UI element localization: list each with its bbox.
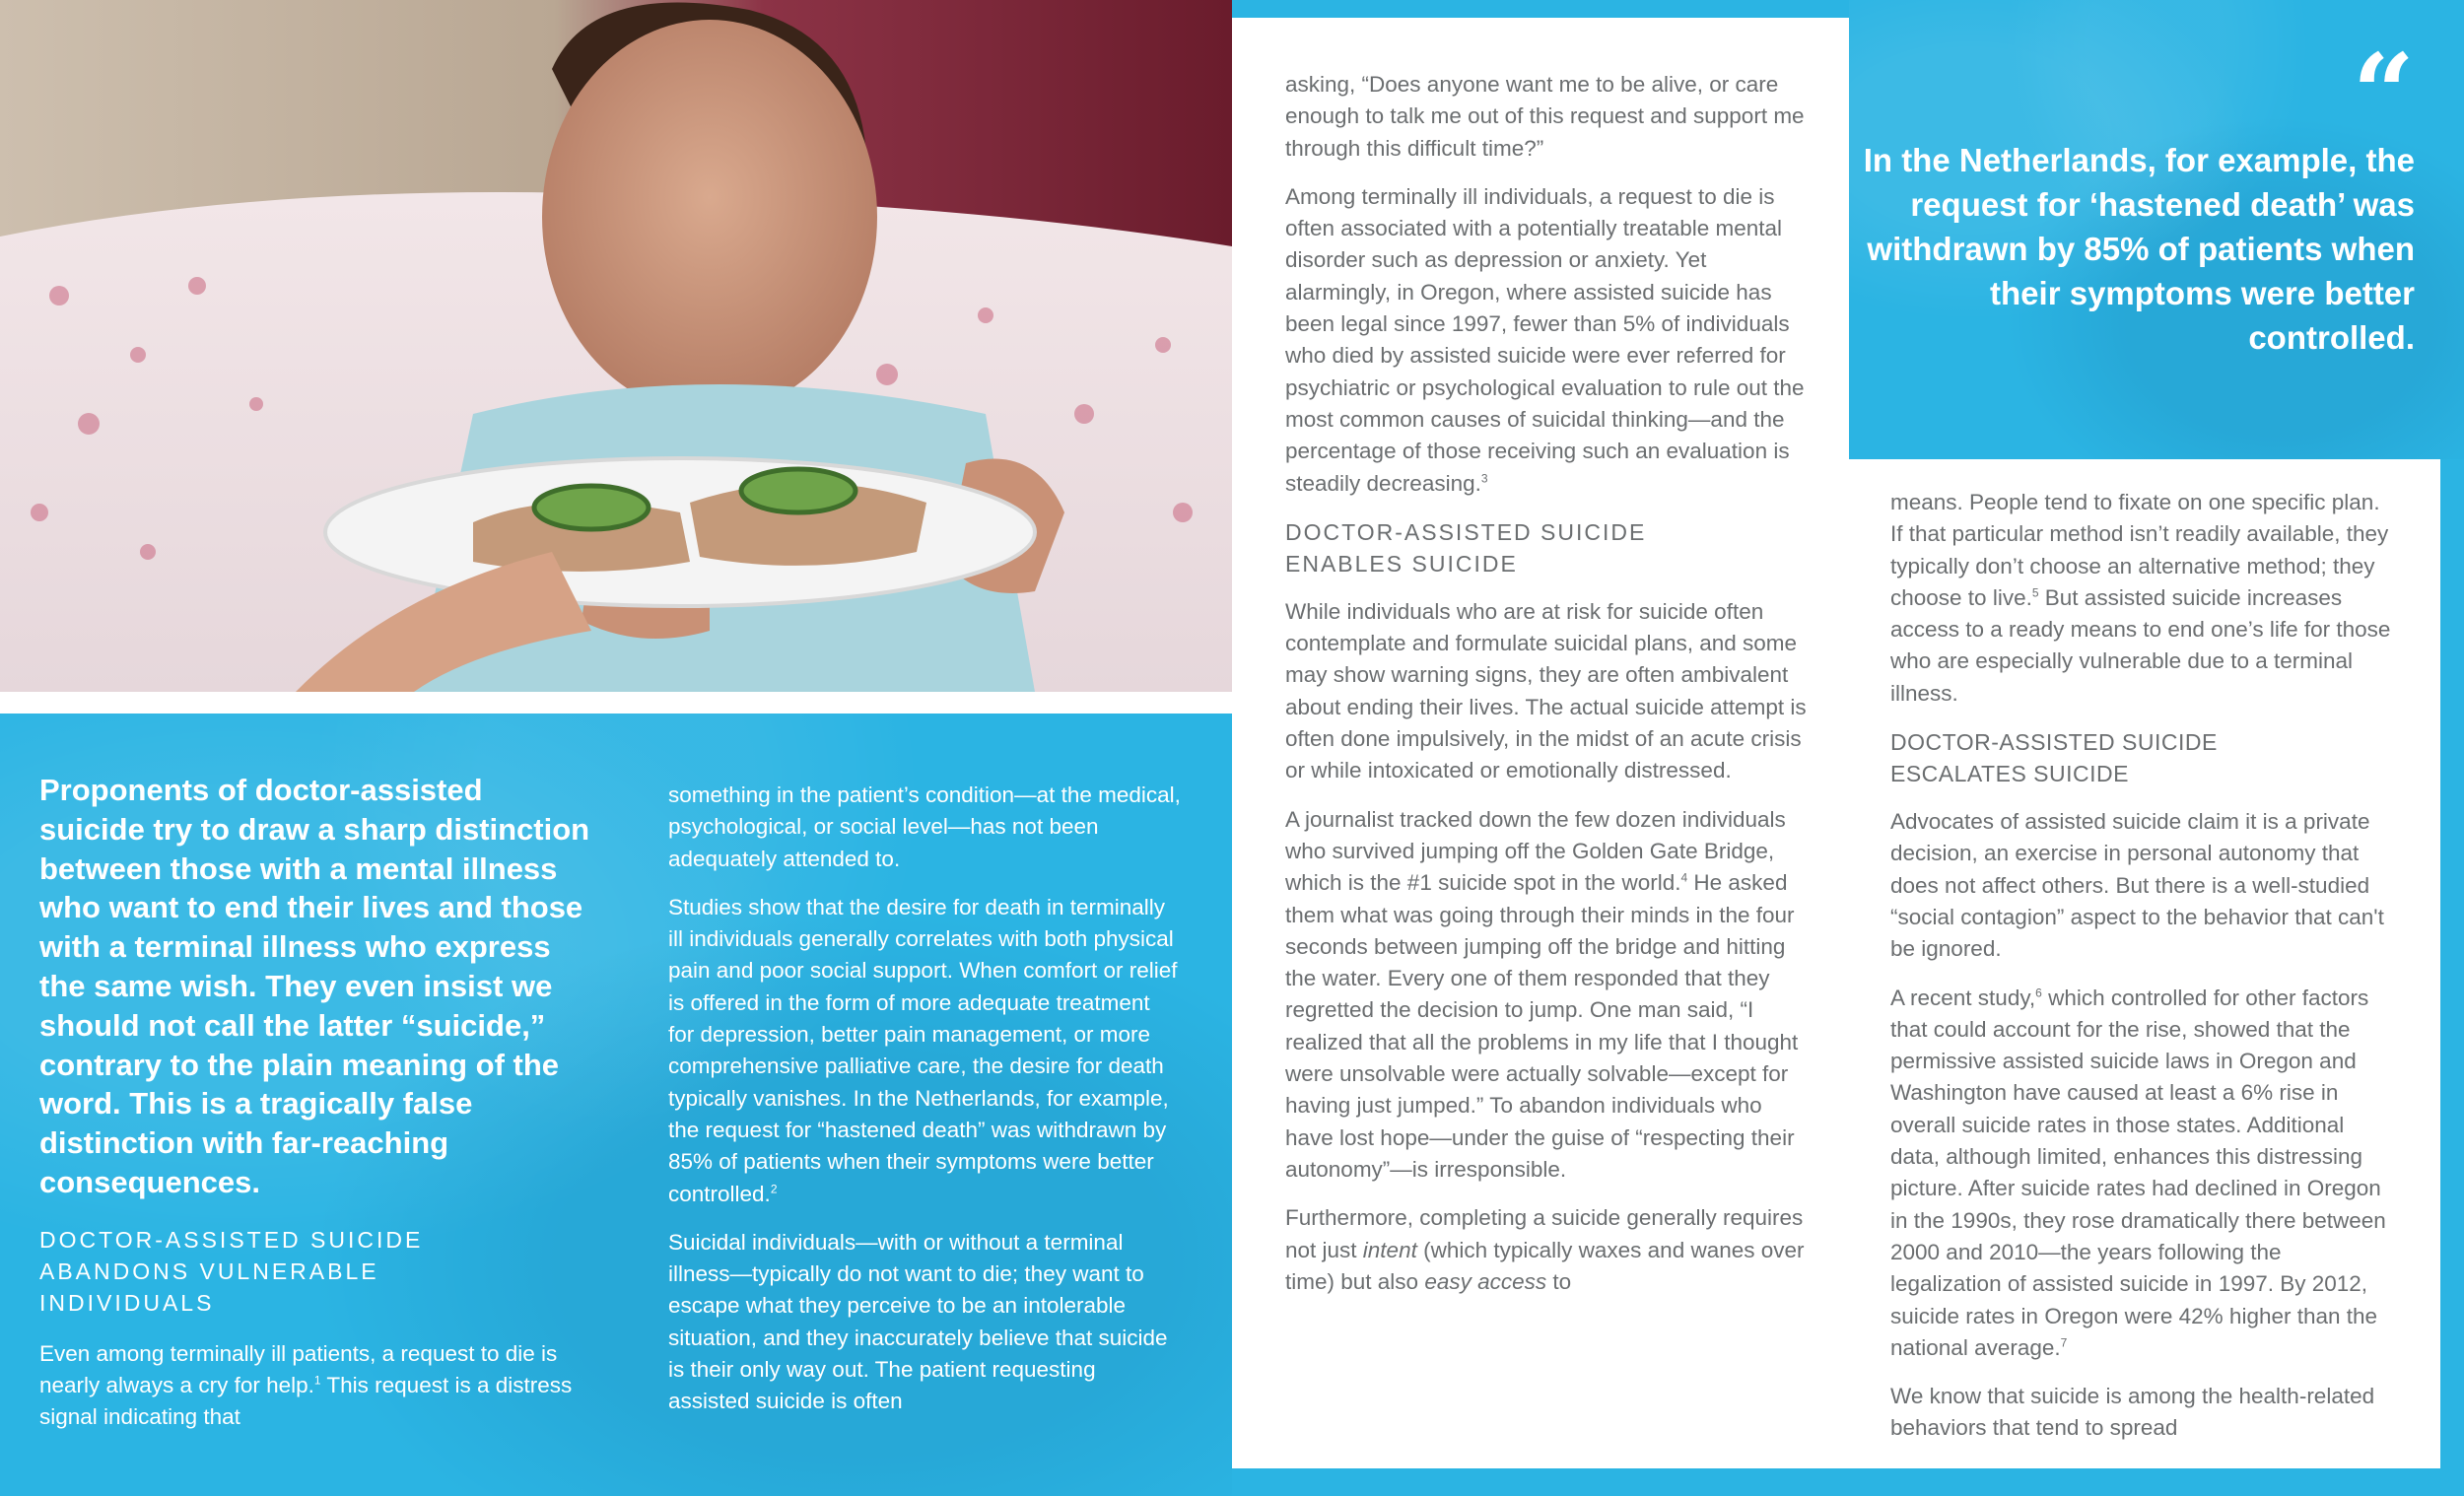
lead-paragraph: Proponents of doctor-assisted suicide try to draw a sharp distinction between those with a mental illness who want to end their lives and those with a terminal illness who express the same wish. They even insist we should not call the latter “suicide,” contrary to the plain meaning of the word. This is a tragically false distinction with far-reaching consequences. — [39, 773, 590, 1199]
heading-line: ABANDONS VULNERABLE — [39, 1258, 379, 1284]
paragraph: Furthermore, completing a suicide generally requires not just intent (which typically waxes and wanes over time) but also easy access to — [1285, 1205, 1805, 1294]
section-heading-abandons — [39, 1224, 591, 1319]
footnote-ref: 2 — [770, 1182, 778, 1196]
column-4 — [1890, 487, 2393, 1462]
quote-mark-icon: “ — [2352, 30, 2415, 157]
paragraph: While individuals who are at risk for suicide often contemplate and formulate suicidal plans, and some may show warning signs, they are often ambivalent about ending their lives. The actual suicide attempt is often done impulsively, in the midst of an acute crisis or while intoxicated or emotionally distressed. — [1285, 598, 1807, 783]
blue-strip-bottom — [1232, 1468, 2464, 1496]
heading-line: DOCTOR-ASSISTED SUICIDE — [1285, 518, 1647, 545]
column-2 — [668, 780, 1181, 1435]
footnote-ref: 7 — [2060, 1335, 2068, 1350]
heading-line: DOCTOR-ASSISTED SUICIDE — [39, 1226, 424, 1253]
paragraph: Studies show that the desire for death in terminally ill individuals generally correlates with both physical pain and poor social support. When comfort or relief is offered in the form of more adequate treatment for depression, better pain management, or more comprehensive palliative care, the desire for death typically vanishes. In the Netherlands, for example, the request for “hastened death” was withdrawn by 85% of patients when their symptoms were better controlled.$^2$ — [668, 894, 1178, 1206]
pull-quote — [1863, 30, 2415, 360]
heading-line: INDIVIDUALS — [39, 1289, 215, 1316]
footnote-ref: 1 — [313, 1373, 321, 1388]
footnote-ref: 3 — [1480, 471, 1488, 486]
heading-line: ESCALATES SUICIDE — [1890, 761, 2129, 787]
pull-quote-text: In the Netherlands, for example, the request for ‘hastened death’ was withdrawn by 85% of patients when their symptoms were better controlled. — [1863, 142, 2415, 356]
paragraph: A recent study,$^6$ which controlled for other factors that could account for the rise, showed that the permissive assisted suicide laws in Oregon and Washington have caused at least a 6% rise in overall suicide rates in those states. Additional data, although limited, enhances this distressing picture. After suicide rates had declined in Oregon in the 1990s, they rose dramatically there between 2000 and 2010—the years following the legalization of assisted suicide in 1997. By 2012, suicide rates in Oregon were 42% higher than the national average.$^7$ — [1890, 985, 2386, 1360]
paragraph: means. People tend to fixate on one specific plan. If that particular method isn’t readily available, they typically don’t choose an alternative method; they choose to live.$^5$ But assisted suicide increases access to a ready means to end one’s life for those who are especially vulnerable due to a terminal illness. — [1890, 490, 2391, 706]
hero-photo — [0, 0, 1232, 692]
section-heading-escalates — [1890, 726, 2393, 789]
paragraph: asking, “Does anyone want me to be alive, or care enough to talk me out of this request and support me through this difficult time?” — [1285, 72, 1805, 161]
heading-line: ENABLES SUICIDE — [1285, 550, 1518, 577]
heading-line: DOCTOR-ASSISTED SUICIDE — [1890, 729, 2218, 756]
column-3 — [1285, 69, 1814, 1315]
column-1 — [39, 771, 591, 1451]
paragraph: A journalist tracked down the few dozen individuals who survived jumping off the Golden Gate Bridge, which is the #1 suicide spot in the world.$^4$ He asked them what was going through their minds in the four seconds between jumping off the bridge and hitting the water. Every one of them responded that they regretted the decision to jump. One man said, “I realized that all the problems in my life that I thought were unsolvable were actually solvable—except for having just jumped.” To abandon individuals who have lost hope—under the guise of “respecting their autonomy”—is irresponsible. — [1285, 806, 1799, 1182]
footnote-ref: 6 — [2035, 986, 2042, 1000]
blue-strip-right — [2440, 459, 2464, 1496]
blue-strip-top — [1232, 0, 1849, 18]
paragraph: Among terminally ill individuals, a request to die is often associated with a potentially treatable mental disorder such as depression or anxiety. Yet alarmingly, in Oregon, where assisted suicide has been legal since 1997, fewer than 5% of individuals who died by assisted suicide were ever referred for psychiatric or psychological evaluation to rule out the most common causes of suicidal thinking—and the percentage of those receiving such an evaluation is steadily decreasing.$^3$ — [1285, 183, 1805, 496]
paragraph: Even among terminally ill patients, a request to die is nearly always a cry for help.$^1$ This request is a distress signal indicating that — [39, 1340, 573, 1430]
paragraph: Advocates of assisted suicide claim it is a private decision, an exercise in personal autonomy that does not affect others. But there is a well-studied “social contagion” aspect to the behavior that can't be ignored. — [1890, 809, 2384, 962]
footnote-ref: 4 — [1680, 870, 1688, 885]
footnote-ref: 5 — [2031, 585, 2039, 600]
paragraph: something in the patient’s condition—at the medical, psychological, or social level—has not been adequately attended to. — [668, 782, 1181, 871]
hero-photo-illustration — [0, 0, 1232, 692]
paragraph: Suicidal individuals—with or without a terminal illness—typically do not want to die; they want to escape what they perceive to be an intolerable situation, and they inaccurately believe that suicide is their only way out. The patient requesting assisted suicide is often — [668, 1229, 1168, 1414]
section-heading-enables — [1285, 516, 1814, 579]
paragraph: We know that suicide is among the health-related behaviors that tend to spread — [1890, 1384, 2375, 1441]
